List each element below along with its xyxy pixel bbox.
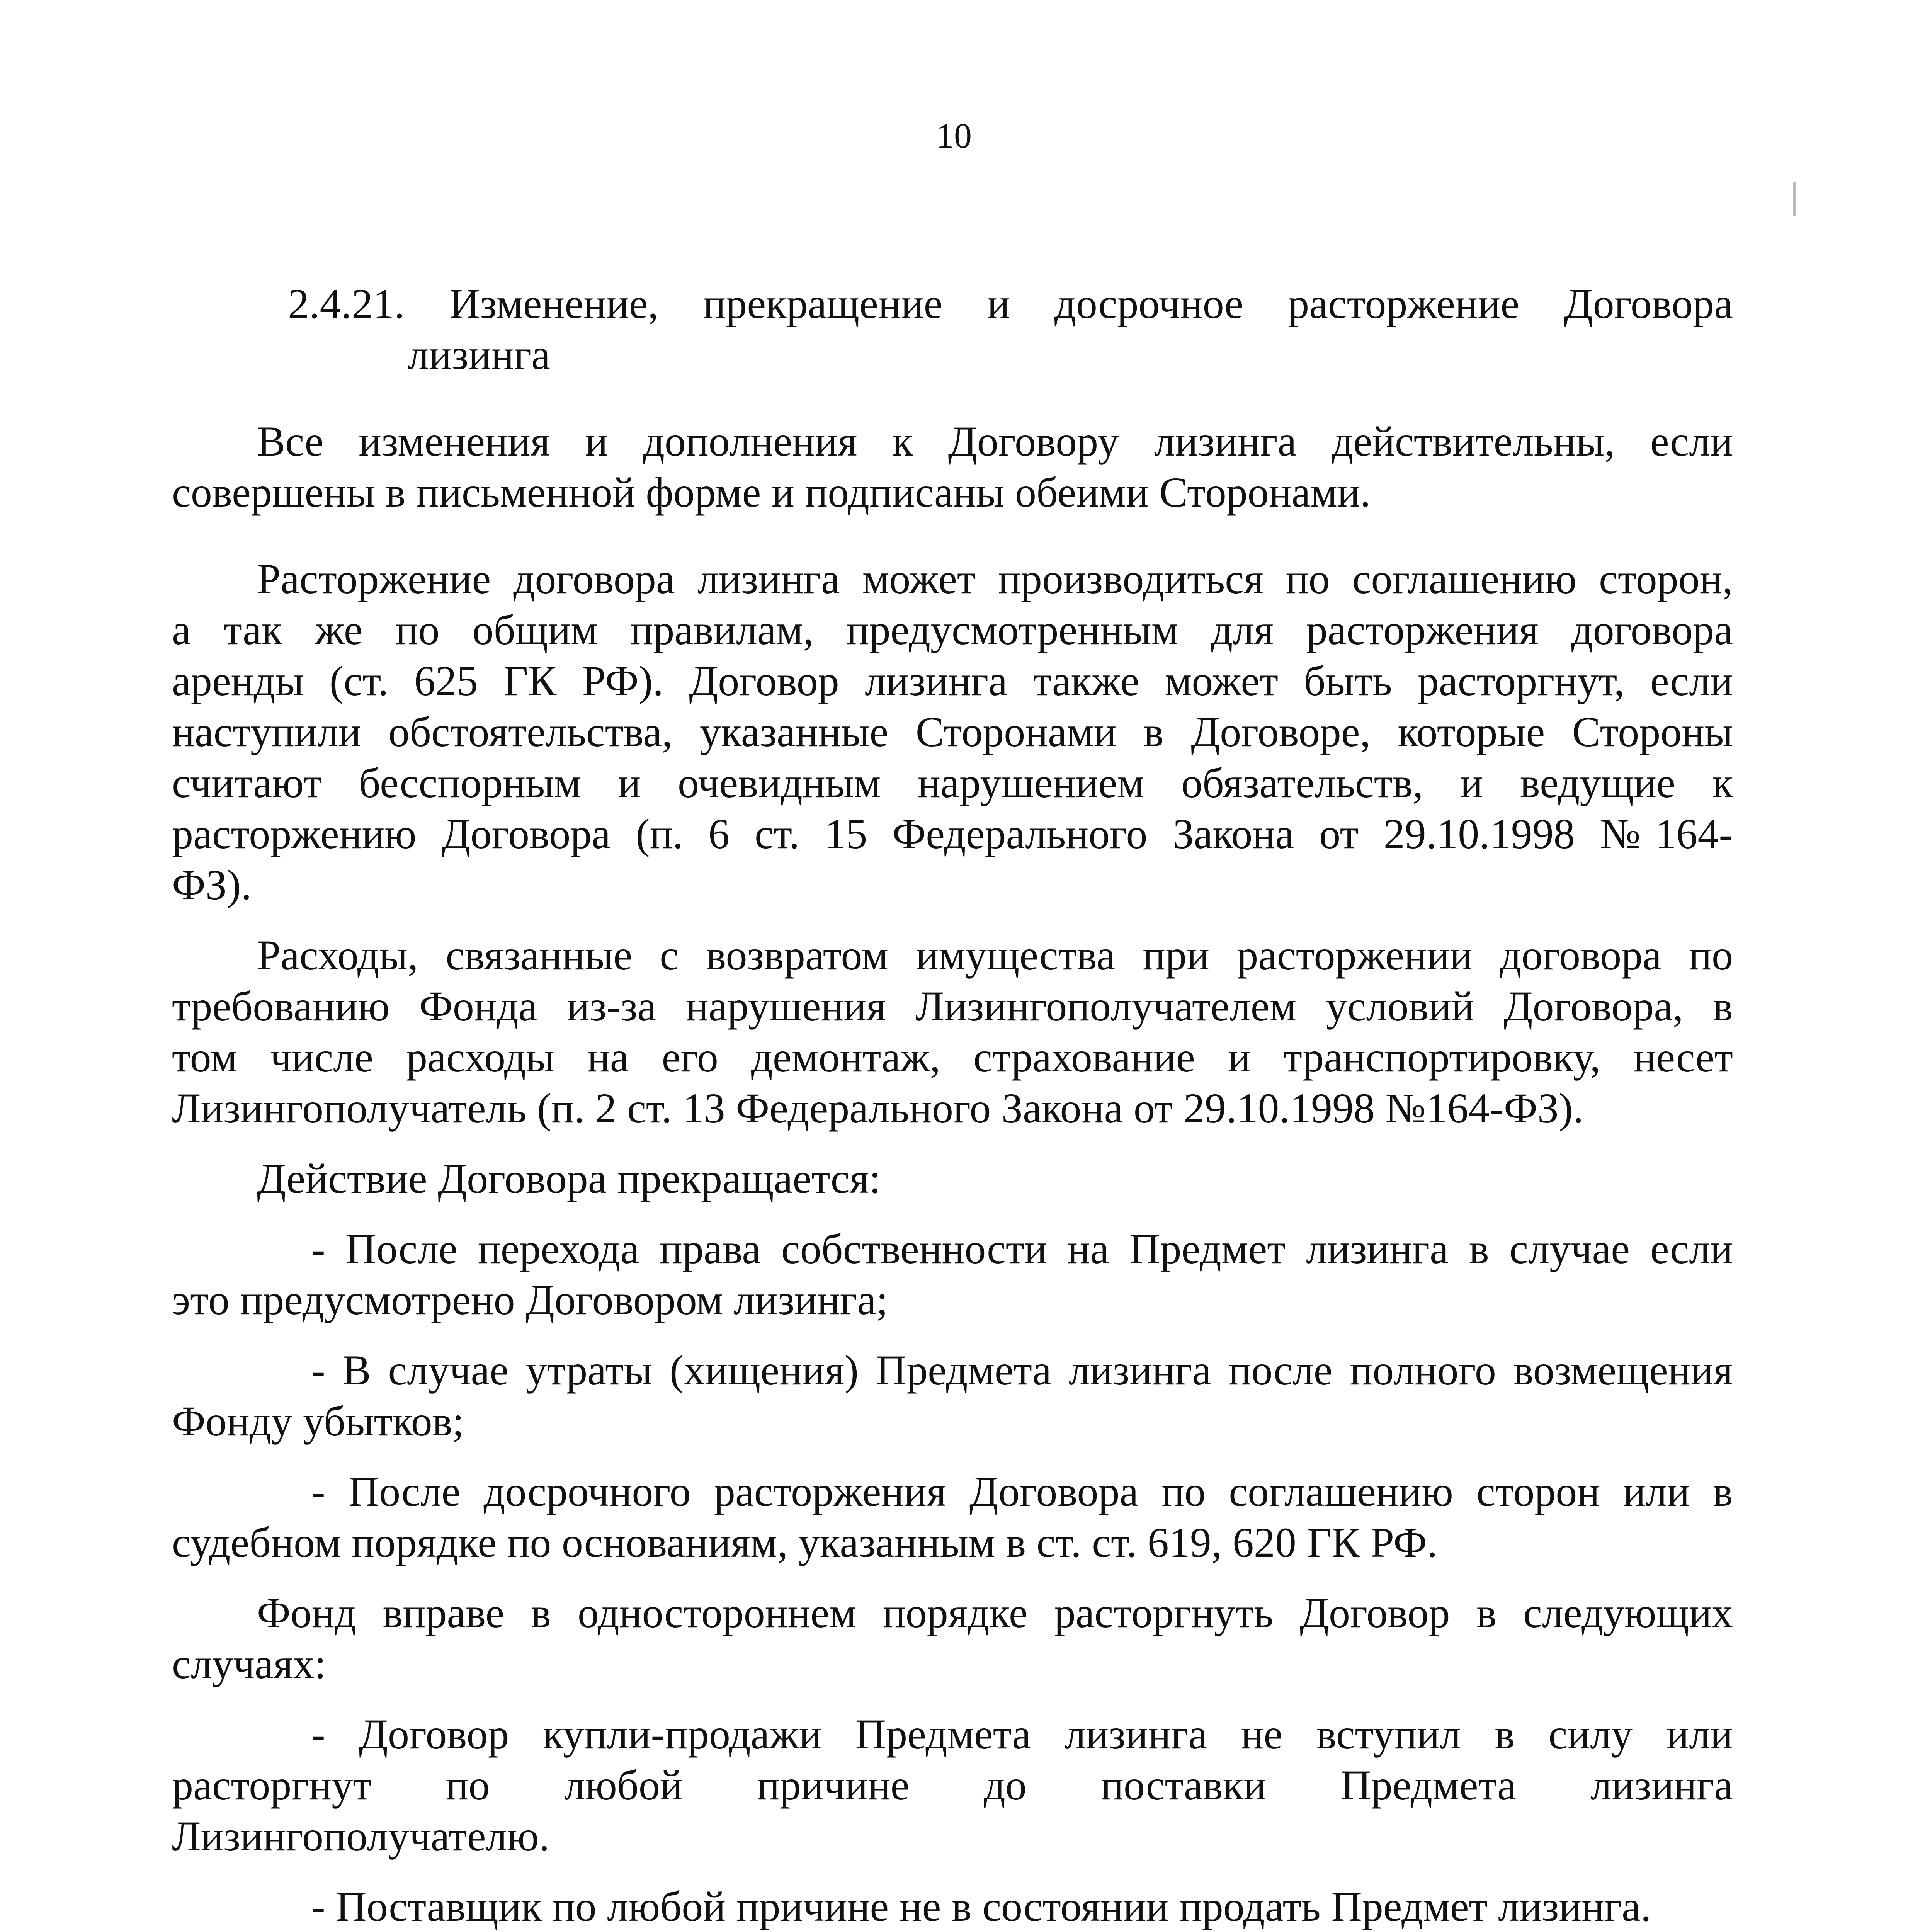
text-line: совершены в письменной форме и подписаны обеими Сторонами.	[172, 469, 1371, 516]
text-line: ФЗ).	[172, 861, 252, 908]
text-line: - После досрочного расторжения Договора по соглашению сторон или в	[311, 1468, 1733, 1515]
text-line: Лизингополучатель (п. 2 ст. 13 Федерального Закона от 29.10.1998 №164-ФЗ).	[172, 1085, 1584, 1132]
paragraph	[172, 1587, 1733, 1689]
page-number: 10	[936, 116, 972, 155]
text-line: - В случае утраты (хищения) Предмета лизинга после полного возмещения	[311, 1347, 1733, 1394]
text-line: расторгнут по любой причине до поставки Предмета лизинга	[172, 1762, 1733, 1809]
text-line: судебном порядке по основаниям, указанным в ст. ст. 619, 620 ГК РФ.	[172, 1519, 1438, 1566]
text-line: случаях:	[172, 1640, 327, 1687]
text-line: - Договор купли-продажи Предмета лизинга не вступил в силу или	[311, 1711, 1733, 1758]
text-line: а так же по общим правилам, предусмотренным для расторжения договора	[172, 606, 1733, 653]
text-line: наступили обстоятельства, указанные Сторонами в Договоре, которые Стороны	[172, 708, 1733, 755]
text-line: требованию Фонда из-за нарушения Лизингополучателем условий Договора, в	[172, 983, 1733, 1030]
text-line: Фонд вправе в одностороннем порядке расторгнуть Договор в следующих	[257, 1589, 1733, 1636]
text-line: расторжению Договора (п. 6 ст. 15 Федерального Закона от 29.10.1998 №164-	[172, 810, 1733, 857]
text-line: Фонду убытков;	[172, 1398, 464, 1445]
list-item	[172, 1709, 1733, 1862]
heading-line: лизинга	[408, 331, 550, 378]
text-line: Все изменения и дополнения к Договору лизинга действительны, если	[257, 418, 1733, 465]
text-line: Расторжение договора лизинга может производиться по соглашению сторон,	[257, 555, 1733, 602]
text-line: Расходы, связанные с возвратом имущества при расторжении договора по	[257, 932, 1733, 979]
text-line: считают бесспорным и очевидным нарушением обязательств, и ведущие к	[172, 759, 1733, 806]
text-line: - Поставщик по любой причине не в состоянии продать Предмет лизинга.	[311, 1883, 1651, 1930]
heading-line: 2.4.21. Изменение, прекращение и досрочное расторжение Договора	[288, 280, 1733, 327]
paragraph	[172, 930, 1733, 1134]
list-item	[172, 1881, 1733, 1932]
list-item	[172, 1466, 1733, 1568]
paragraph	[172, 553, 1733, 910]
list-item	[172, 1223, 1733, 1325]
scan-mark	[1793, 182, 1796, 216]
list-item	[172, 1345, 1733, 1447]
paragraph	[172, 416, 1733, 518]
text-line: аренды (ст. 625 ГК РФ). Договор лизинга также может быть расторгнут, если	[172, 657, 1733, 704]
paragraph	[172, 1153, 1733, 1204]
text-line: том числе расходы на его демонтаж, страхование и транспортировку, несет	[172, 1034, 1733, 1081]
document-body	[172, 278, 1733, 1932]
section-heading	[172, 278, 1733, 380]
text-line: Лизингополучателю.	[172, 1813, 550, 1860]
text-line: это предусмотрено Договором лизинга;	[172, 1276, 888, 1323]
text-line: Действие Договора прекращается:	[257, 1155, 881, 1202]
text-line: - После перехода права собственности на Предмет лизинга в случае если	[311, 1225, 1733, 1272]
